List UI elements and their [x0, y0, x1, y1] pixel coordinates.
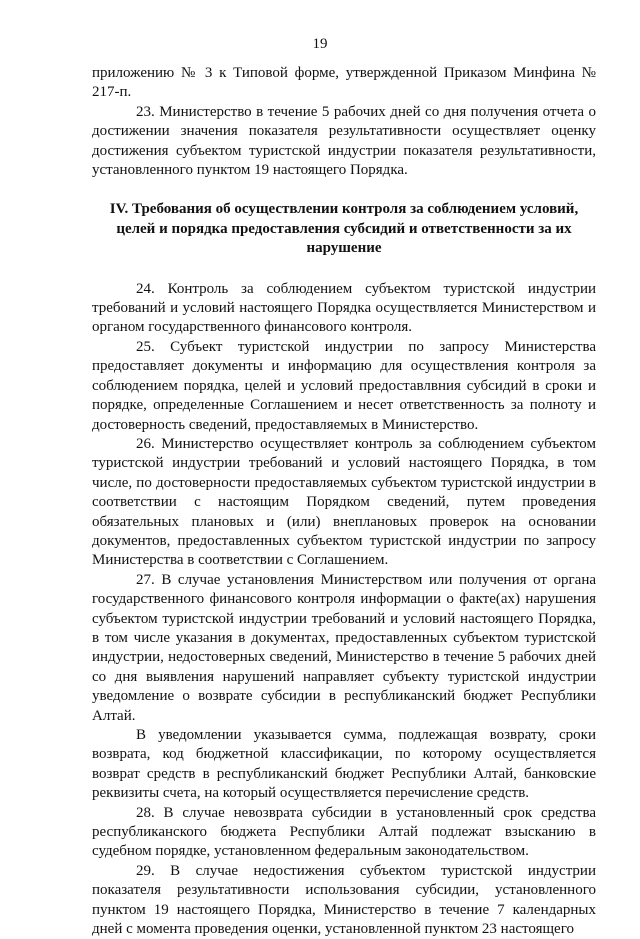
- paragraph-26: 26. Министерство осуществляет контроль за соблюдением субъектом туристской индустрии требований и условий настоящего Порядка, в том числе, по достоверности предоставляемых субъектом туристской индустрии в соответствии с настоящим Порядком сведений, путем проведения обязательных плановых и (или) внеплановых проверок на основании документов, предоставленных субъектом туристской индустрии по запросу Министерства в соответствии с Соглашением.: [92, 435, 596, 569]
- paragraph-25: 25. Субъект туристской индустрии по запросу Министерства предоставляет документы и информацию для осуществления контроля за соблюдением порядка, целей и условий предоставлвния субсидий в сроки и порядке, определенные Соглашением и несет ответственность за полноту и достоверность сведений, предоставляемых в Министерство.: [92, 338, 596, 433]
- document-body: [92, 64, 596, 939]
- paragraph-continuation: приложению № 3 к Типовой форме, утвержденной Приказом Минфина № 217-п.: [92, 65, 596, 101]
- paragraph-28: 28. В случае невозврата субсидии в установленный срок средства республиканского бюджета Республики Алтай подлежат взысканию в судебном порядке, установленном федеральным законодательством.: [92, 804, 596, 860]
- page-number: 19: [312, 36, 328, 52]
- paragraph-24: 24. Контроль за соблюдением субъектом туристской индустрии требований и условий настоящего Порядка осуществляется Министерством и органом государственного финансового контроля.: [92, 280, 596, 336]
- section-heading: IV. Требования об осуществлении контроля за соблюдением условий, целей и порядка предоставления субсидий и ответственности за их нарушение: [109, 201, 579, 257]
- paragraph-27-notice: В уведомлении указывается сумма, подлежащая возврату, сроки возврата, код бюджетной классификации, по которому осуществляется возврат средств в республиканский бюджет Республики Алтай, банковские реквизиты счета, на который осуществляется перечисление средств.: [92, 727, 596, 802]
- paragraph-27: 27. В случае установления Министерством или получения от органа государственного финансового контроля информации о факте(ах) нарушения субъектом туристской индустрии требований и условий настоящего Порядка, в том числе указания в документах, предоставленных субъектом туристской индустрии, недостоверных сведений, Министерство в течение 5 рабочих дней со дня выявления нарушений направляет субъекту туристской индустрии уведомление о возврате субсидии в республиканский бюджет Республики Алтай.: [92, 571, 596, 724]
- paragraph-23: 23. Министерство в течение 5 рабочих дней со дня получения отчета о достижении значения показателя результативности осуществляет оценку достижения субъектом туристской индустрии показателя результативности, установленного пунктом 19 настоящего Порядка.: [92, 103, 596, 179]
- paragraph-29: 29. В случае недостижения субъектом туристской индустрии показателя результативности использования субсидии, установленного пунктом 19 настоящего Порядка, Министерство в течение 7 календарных дней с момента проведения оценки, установленной пунктом 23 настоящего: [92, 862, 596, 938]
